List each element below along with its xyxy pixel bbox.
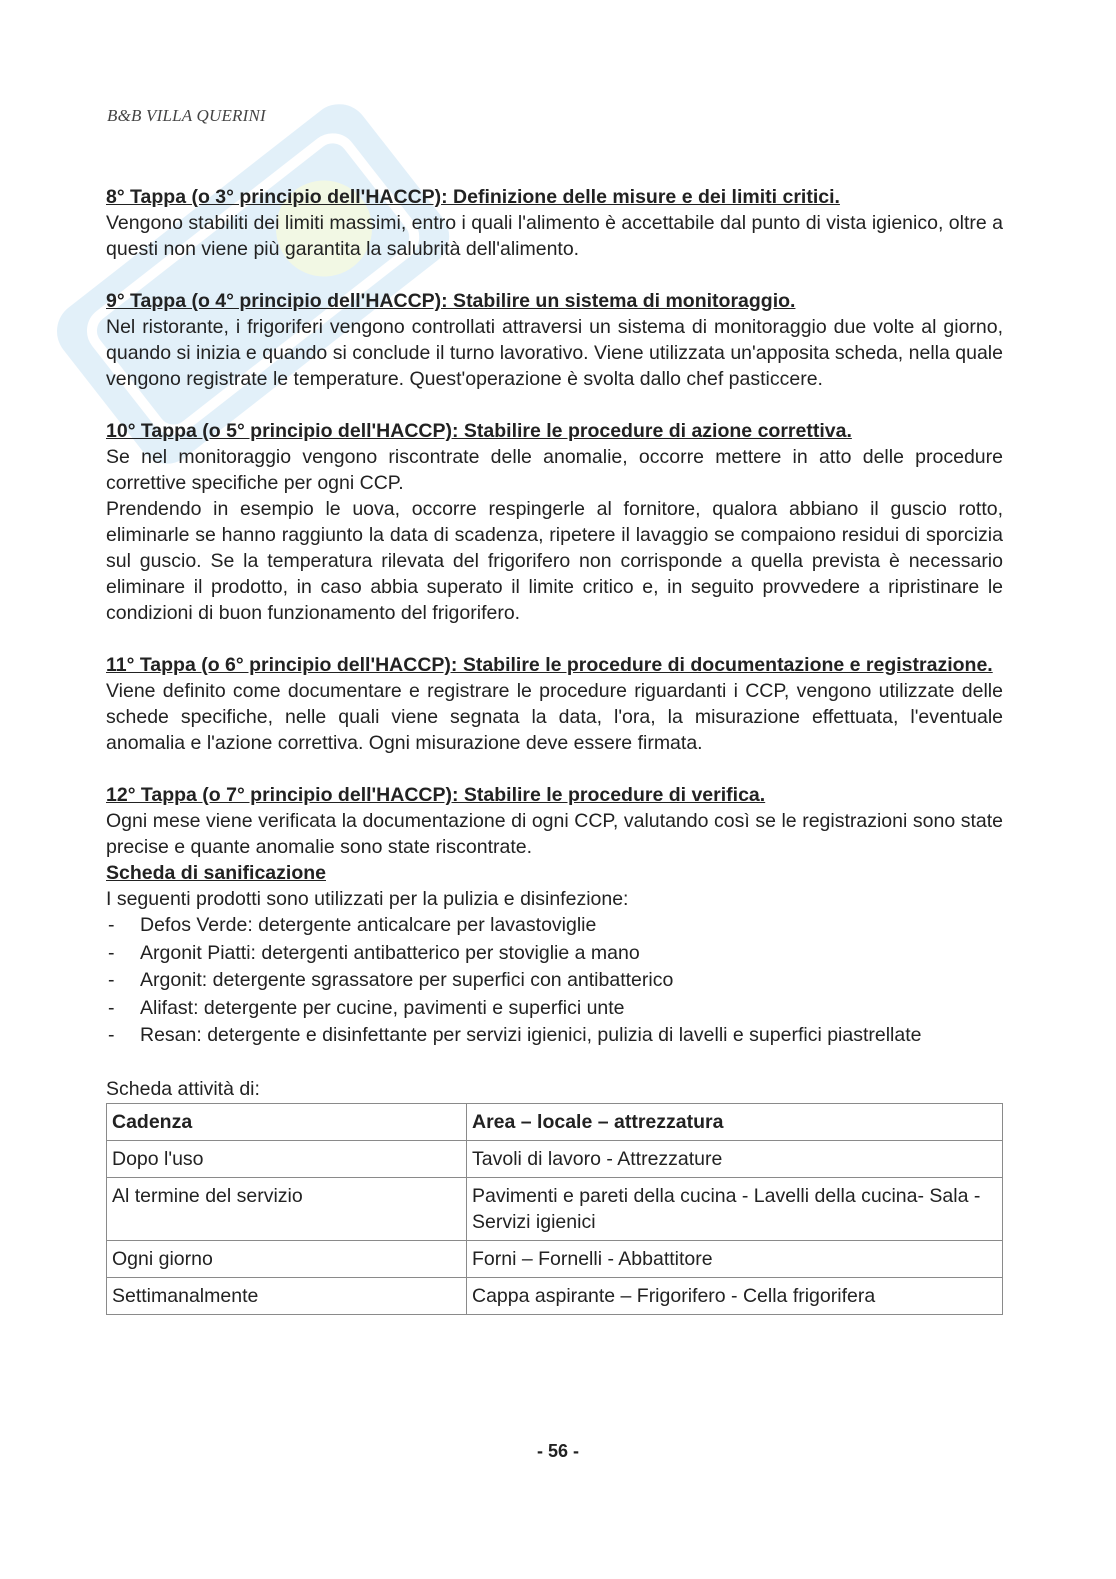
section-paragraph: Se nel monitoraggio vengono riscontrate delle anomalie, occorre mettere in atto delle procedure correttive specifiche per ogni CCP. [106,446,1003,494]
list-item-text: Defos Verde: detergente anticalcare per lavastoviglie [140,914,597,936]
table-cell: Al termine del servizio [107,1177,467,1240]
section-heading: 8° Tappa (o 3° principio dell'HACCP): Definizione delle misure e dei limiti critici. [106,186,840,208]
table-cell: Settimanalmente [107,1277,467,1314]
list-bullet: - [108,969,115,991]
section-8 [106,184,1003,262]
list-item-text: Resan: detergente e disinfettante per servizi igienici, pulizia di lavelli e superfici piastrellate [140,1024,922,1046]
section-paragraph: Viene definito come documentare e registrare le procedure riguardanti i CCP, vengono utilizzate delle schede specifiche, nelle quali viene segnata la data, l'ora, la misurazione effettuata, l'eventuale anomalia e l'azione correttiva. Ogni misurazione deve essere firmata. [106,680,1003,754]
table-header-cell: Cadenza [107,1103,467,1140]
table-header-cell: Area – locale – attrezzatura [467,1103,1003,1140]
table-cell: Dopo l'uso [107,1140,467,1177]
list-bullet: - [108,941,115,964]
table-row [107,1240,1003,1277]
list-item [106,1022,1003,1050]
section-heading: 12° Tappa (o 7° principio dell'HACCP): Stabilire le procedure di verifica. [106,784,766,806]
table-cell: Pavimenti e pareti della cucina - Lavelli della cucina- Sala - Servizi igienici [467,1177,1003,1240]
list-item-text: Alifast: detergente per cucine, pavimenti e superfici unte [140,996,625,1019]
products-list [106,912,1003,1050]
table-cell: Forni – Fornelli - Abbattitore [467,1240,1003,1277]
list-bullet: - [108,914,115,936]
list-item [106,967,1003,995]
section-paragraph: Vengono stabiliti dei limiti massimi, entro i quali l'alimento è accettabile dal punto di vista igienico, oltre a questi non viene più garantita la salubrità dell'alimento. [106,212,1003,260]
section-11 [106,652,1003,756]
section-heading: 9° Tappa (o 4° principio dell'HACCP): Stabilire un sistema di monitoraggio. [106,290,796,312]
document-header: B&B VILLA QUERINI [107,106,266,125]
section-paragraph: Nel ristorante, i frigoriferi vengono controllati attraversi un sistema di monitoraggio due volte al giorno, quando si inizia e quando si conclude il turno lavorativo. Viene utilizzata un'apposita scheda, nella quale vengono registrate le temperature. Quest'operazione è svolta dallo chef pasticcere. [106,316,1003,390]
table-row [107,1277,1003,1314]
list-item [106,912,1003,940]
section-heading: 10° Tappa (o 5° principio dell'HACCP): Stabilire le procedure di azione correttiva. [106,420,852,442]
table-intro: Scheda attività di: [106,1077,260,1100]
list-bullet: - [108,1024,115,1046]
table-cell: Cappa aspirante – Frigorifero - Cella frigorifera [467,1277,1003,1314]
section-10 [106,418,1003,626]
table-cell: Ogni giorno [107,1240,467,1277]
page-content [106,184,1003,1315]
section-12 [106,782,1003,1050]
sanitation-heading: Scheda di sanificazione [106,862,326,884]
section-heading: 11° Tappa (o 6° principio dell'HACCP): Stabilire le procedure di documentazione e registrazione. [106,654,993,676]
list-item-text: Argonit Piatti: detergenti antibatterico per stoviglie a mano [140,941,640,964]
section-9 [106,288,1003,392]
section-paragraph: Prendendo in esempio le uova, occorre respingerle al fornitore, qualora abbiano il guscio rotto, eliminarle se hanno raggiunto la data di scadenza, ripetere il lavaggio se compaiono residui di sporcizia sul guscio. Se la temperatura rilevata del frigorifero non corrisponde a quella prevista è necessario eliminare il prodotto, in caso abbia superato il limite critico e, in seguito provvedere a ripristinare le condizioni di buon funzionamento del frigorifero. [106,498,1003,624]
table-header-row [107,1103,1003,1140]
list-bullet: - [108,996,115,1019]
page-number: - 56 - [536,1441,579,1461]
table-row [107,1140,1003,1177]
list-item [106,995,1003,1023]
list-item [106,940,1003,968]
table-row [107,1177,1003,1240]
products-intro: I seguenti prodotti sono utilizzati per la pulizia e disinfezione: [106,888,629,910]
activity-table [106,1103,1003,1315]
section-paragraph: Ogni mese viene verificata la documentazione di ogni CCP, valutando così se le registrazioni sono state precise e quante anomalie sono state riscontrate. [106,810,1003,858]
table-cell: Tavoli di lavoro - Attrezzature [467,1140,1003,1177]
list-item-text: Argonit: detergente sgrassatore per superfici con antibatterico [140,969,674,991]
